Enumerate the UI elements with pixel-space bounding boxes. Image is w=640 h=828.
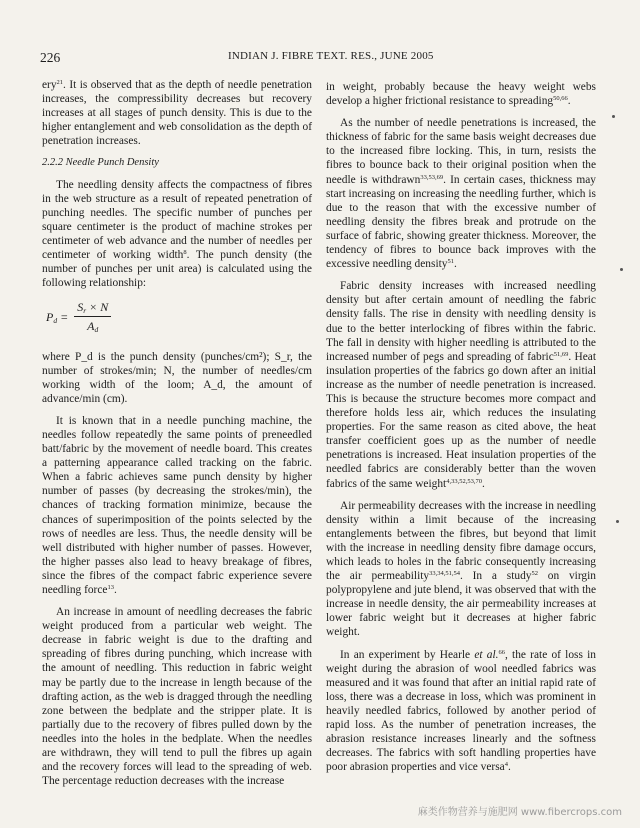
punch-density-equation: $P_d$ = $\frac{S_r \times N}{A_d}$ (46, 300, 312, 333)
left-column (42, 78, 312, 796)
paragraph: It is known that in a needle punching machine, the needles follow repeatedly the same points of preneedled batt/fabric by the movement of needle board. This creates a patterning appearance called tracking on the fabric. When a fabric achieves same punch density by higher number of passes (by decreasing the strokes/min), the chances of tracking formation minimize, because the chances of superimposition of the points selected by the rows of needles are less. Thus, the needle density will be well distributed with higher number of passes. However, the higher passes also lead to heavy breakage of fibres, since the fibres of the compact fabric experience severe needling force$^{13}$. (42, 414, 312, 596)
right-column (326, 80, 596, 782)
section-heading: 2.2.2 Needle Punch Density (42, 157, 159, 169)
scan-speck (612, 115, 615, 118)
journal-header: INDIAN J. FIBRE TEXT. RES., JUNE 2005 (228, 50, 434, 62)
paragraph: An increase in amount of needling decreases the fabric weight produced from a particular web weight. The decrease in fabric weight is due to the drafting and spreading of fibres during punching, which increase with the amount of needling. This reduction in fabric weight may be partly due to the increase in length because of the drafting action, as the web is dragged through the needling zone between the bedplate and the stripper plate. It is partially due to the recovery of fibres pulled down by the needles into the holes in the bedplate. When the needles are withdrawn, they will tend to pull the fibres up again and the recovery forces will lead to the spreading of web. The percentage reduction decreases with the increase (42, 606, 312, 788)
paragraph: in weight, probably because the heavy weight webs develop a higher frictional resistance to spreading$^{50,66}$. (326, 81, 596, 108)
paragraph: In an experiment by Hearle et al.$^{66}$, the rate of loss in weight during the abrasion of wool needled fabrics was measured and it was found that after an initial rapid rate of loss, there was a decrease in loss, which was prominent in heavily needled fabrics, followed by another period of rapid loss. As the number of penetration increases, the abrasion resistance increases linearly and the softness decreases. The fabrics with soft handling properties have poor abrasion properties and vice versa$^4$. (326, 648, 596, 774)
scan-speck (616, 520, 619, 523)
paragraph: Air permeability decreases with the increase in needling density within a limit because of the increasing entanglements between the fibres, but beyond that limit with the increase in needling density fibre damage occurs, which leads to holes in the fabric consequently increasing the air permeability$^{33,34,51,54}$. In a study$^{52}$ on virgin polypropylene and jute blend, it was observed that with the increase in needle density, the air permeability increases at lower fabric weight but it decreases at higher fabric weight. (326, 499, 596, 639)
paragraph: The needling density affects the compactness of fibres in the web structure as a result of repeated penetration of punching needles. The specific number of punches per square centimeter is the product of machine strokes per centimeter of web advance and the number of needles per centimeter of working width$^8$. The punch density (the number of punches per unit area) is calculated using the following relationship: (42, 178, 312, 290)
paragraph: As the number of needle penetrations is increased, the thickness of fabric for the same basis weight decreases due to the increased fibre locking. This, in turn, resists the fibres to bounce back to their original position when the needle is withdrawn$^{33,53,69}$. In certain cases, thickness may start increasing on increasing the needling further, which is due to the reason that with the excessive number of needling density the fibres break and protrude on the surface of fabric, showing greater thickness. Moreover, the tendency of fibres to bounce back improves with the excessive needling density$^{51}$. (326, 117, 596, 271)
watermark: 麻类作物营养与施肥网 www.fibercrops.com (417, 807, 622, 818)
page-number: 226 (40, 50, 61, 65)
scan-speck (620, 268, 623, 271)
paragraph: ery$^{21}$. It is observed that as the depth of needle penetration increases, the compressibility decreases but recovery increases at all stages of punch density. This is due to the higher entanglement and web consolidation as the depth of penetration increases. (42, 79, 312, 148)
paragraph: where P_d is the punch density (punches/cm²); S_r, the number of strokes/min; N, the number of needles/cm working width of the loom; A_d, the amount of advance/min (cm). (42, 350, 312, 405)
paragraph: Fabric density increases with increased needling density but after certain amount of needling the fabric density falls. The rise in density with needling density is due to the better interlocking of fibres within the fabric. The fall in density with higher needling is attributed to the increased number of pegs and spreading of fabric$^{51,69}$. Heat insulation properties of the fabrics go down after an initial increase as the number of needle penetration is increased. This is because the structure becomes more compact and therefore holds less air, which reduces the insulating properties. For the same reason as cited above, the heat transfer coefficient goes up as the number of needle penetrations is increased. Heat insulation properties of the needled fabrics are considerably better than the woven fabrics of the same weight$^{4,33,52,53,70}$. (326, 280, 596, 490)
